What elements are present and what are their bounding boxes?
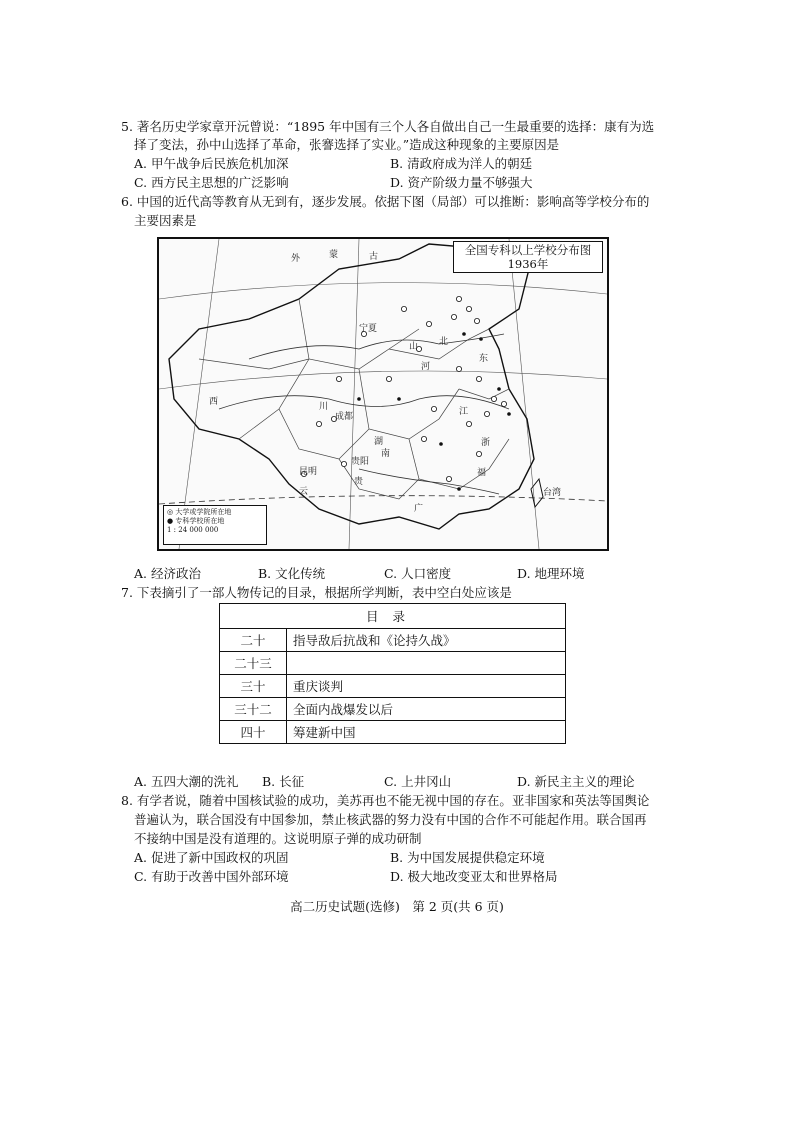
chapter-title: 重庆谈判 [287, 675, 566, 698]
chapter-title: 全面内战爆发以后 [287, 698, 566, 721]
q6-stem-line1: 6. 中国的近代高等教育从无到有，逐步发展。依据下图（局部）可以推断：影响高等学校分布的 [121, 194, 650, 209]
table-row [220, 652, 566, 675]
q5-option-d: D. 资产阶级力量不够强大 [390, 175, 533, 190]
legend-college: 专科学校所在地 [175, 517, 225, 525]
map-label: 蒙 [329, 250, 339, 260]
map-label: 川 [319, 402, 329, 412]
chapter-number: 三十二 [220, 698, 287, 721]
map-drawing [159, 239, 607, 549]
chapter-number: 二十三 [220, 652, 287, 675]
page-footer: 高二历史试题(选修) 第 2 页(共 6 页) [290, 899, 504, 914]
q5-option-a: A. 甲午战争后民族危机加深 [134, 156, 289, 171]
map-label: 江 [459, 407, 469, 417]
map-label: 云 [299, 487, 309, 497]
university-marker-icon: ◎ [167, 508, 174, 516]
school-distribution-map [157, 237, 609, 551]
map-label: 贵阳 [351, 457, 370, 467]
map-label: 贵 [354, 477, 364, 487]
q8-stem-line1: 8. 有学者说，随着中国核试验的成功，美苏再也不能无视中国的存在。亚非国家和英法等国舆论 [121, 793, 650, 808]
toc-header: 目录 [220, 604, 566, 629]
q7-option-b: B. 长征 [262, 774, 305, 789]
chapter-number: 三十 [220, 675, 287, 698]
legend-university: 大学或学院所在地 [175, 508, 232, 516]
map-label: 西 [209, 397, 219, 407]
q8-option-c: C. 有助于改善中国外部环境 [134, 869, 289, 884]
map-label: 南 [381, 449, 391, 459]
map-title-text: 全国专科以上学校分布图 [464, 243, 592, 257]
map-label: 昆明 [299, 467, 318, 477]
map-label: 成都 [335, 412, 354, 422]
chapter-title-blank [287, 652, 566, 675]
chapter-number: 二十 [220, 629, 287, 652]
q5-stem-line1: 5. 著名历史学家章开沅曾说：“1895 年中国有三个人各自做出自己一生最重要的选择：康有为选 [121, 119, 655, 134]
map-label: 古 [369, 252, 379, 262]
table-row [220, 629, 566, 652]
q7-option-a: A. 五四大潮的洗礼 [134, 774, 239, 789]
q6-option-d: D. 地理环境 [517, 566, 585, 581]
map-label: 浙 [481, 438, 491, 448]
q7-option-d: D. 新民主主义的理论 [517, 774, 635, 789]
q5-option-b: B. 清政府成为洋人的朝廷 [390, 156, 533, 171]
q6-option-a: A. 经济政治 [134, 566, 201, 581]
q6-option-b: B. 文化传统 [258, 566, 326, 581]
map-label: 外 [291, 254, 301, 264]
q5-stem-line2: 择了变法，孙中山选择了革命，张謇选择了实业。”造成这种现象的主要原因是 [134, 137, 560, 152]
map-label: 河 [421, 362, 431, 372]
q6-option-c: C. 人口密度 [384, 566, 452, 581]
map-label: 宁夏 [359, 324, 378, 334]
map-year: 1936年 [507, 257, 549, 271]
map-scale: 1 : 24 000 000 [167, 526, 219, 534]
map-label: 北 [439, 337, 449, 347]
map-label: 台湾 [543, 488, 562, 498]
chapter-title: 指导敌后抗战和《论持久战》 [287, 629, 566, 652]
map-label: 东 [479, 354, 489, 364]
map-legend [163, 505, 267, 545]
map-title [453, 241, 603, 273]
q8-option-b: B. 为中国发展提供稳定环境 [390, 850, 545, 865]
college-marker-icon: ● [167, 517, 174, 525]
table-row [220, 698, 566, 721]
table-row [220, 721, 566, 744]
chapter-number: 四十 [220, 721, 287, 744]
map-label: 广 [414, 504, 424, 514]
toc-table [219, 603, 566, 744]
chapter-title: 筹建新中国 [287, 721, 566, 744]
q5-option-c: C. 西方民主思想的广泛影响 [134, 175, 289, 190]
q7-stem: 7. 下表摘引了一部人物传记的目录，根据所学判断，表中空白处应该是 [121, 585, 512, 600]
map-label: 福 [477, 468, 487, 478]
map-label: 山 [409, 342, 419, 352]
q7-option-c: C. 上井冈山 [384, 774, 452, 789]
q6-stem-line2: 主要因素是 [134, 213, 197, 228]
q8-stem-line2: 普遍认为，联合国没有中国参加，禁止核武器的努力没有中国的合作不可能起作用。联合国再 [134, 812, 647, 827]
q8-option-a: A. 促进了新中国政权的巩固 [134, 850, 289, 865]
map-label: 湖 [374, 437, 384, 447]
q8-stem-line3: 不接纳中国是没有道理的。这说明原子弹的成功研制 [134, 831, 422, 846]
q8-option-d: D. 极大地改变亚太和世界格局 [390, 869, 558, 884]
table-row [220, 675, 566, 698]
